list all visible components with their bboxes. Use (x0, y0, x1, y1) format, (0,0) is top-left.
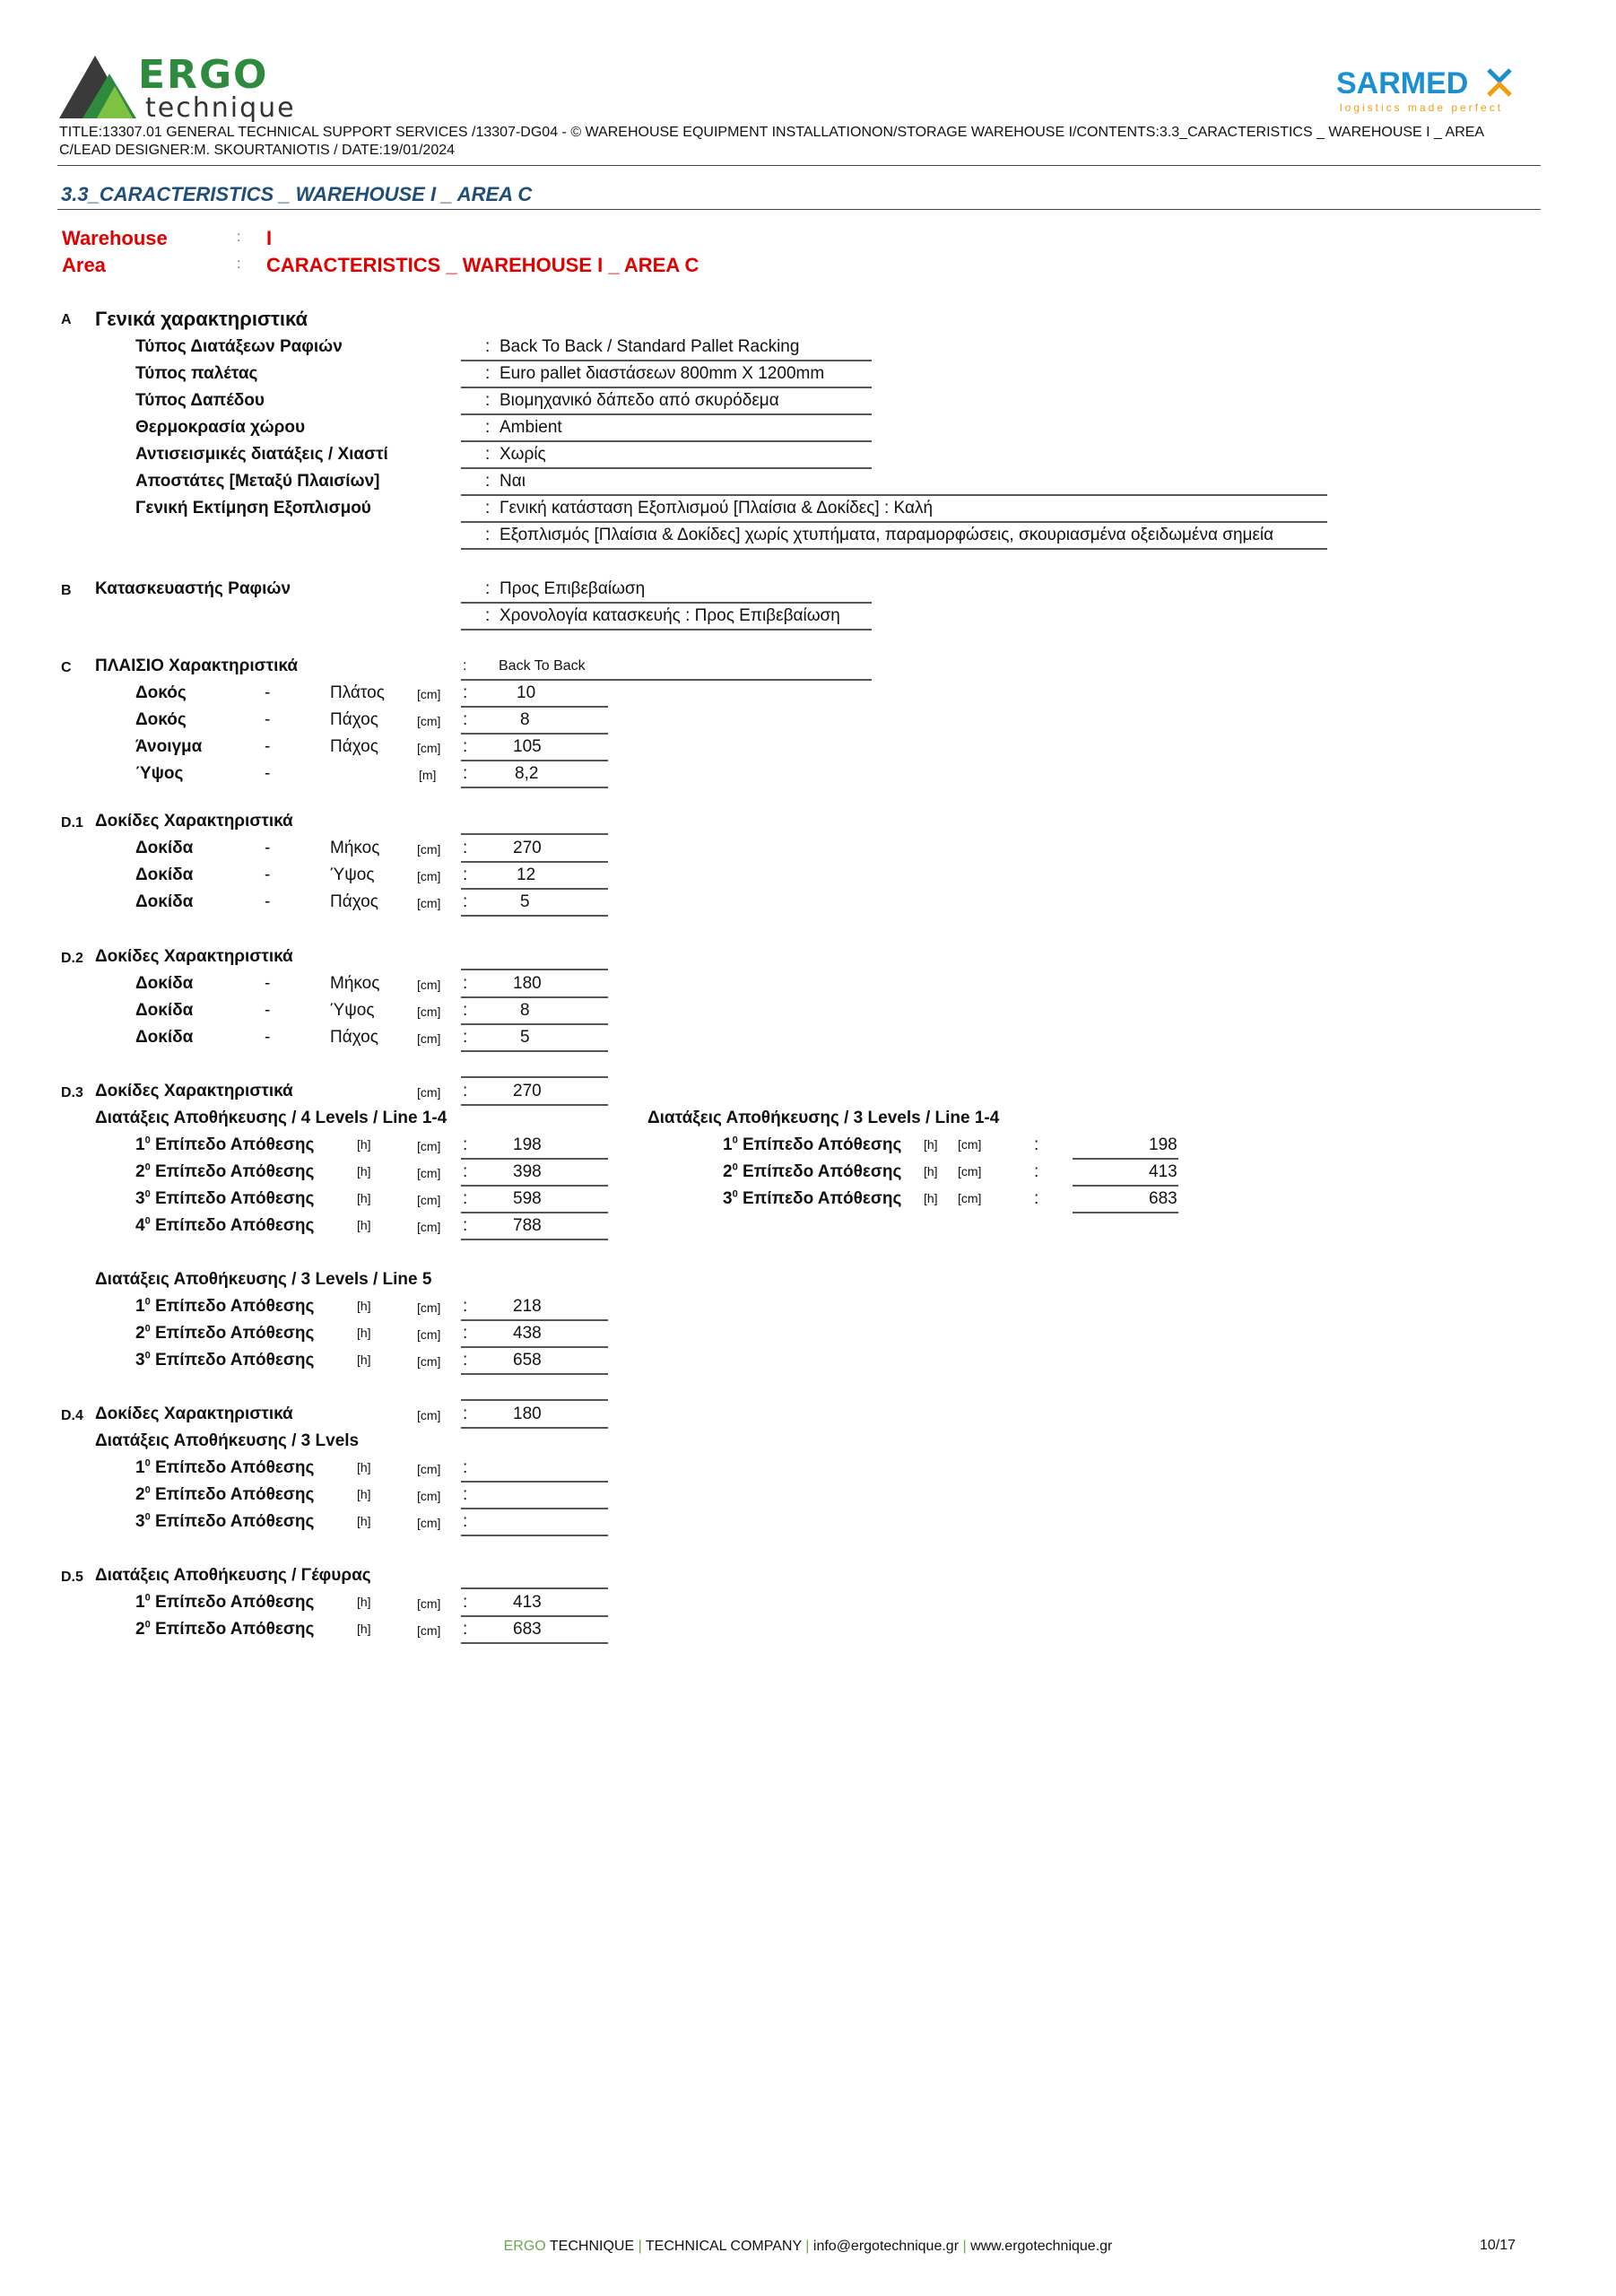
a-value-1: Euro pallet διαστάσεων 800mm X 1200mm (500, 364, 825, 383)
a-colon-7: : (485, 526, 491, 544)
d5-h-0: [h] (357, 1595, 371, 1609)
a-label-5: Αποστάτες [Μεταξύ Πλαισίων] (135, 472, 380, 491)
d3-line5-colon-0: : (463, 1297, 468, 1316)
b-value-0: Προς Επιβεβαίωση (500, 579, 646, 598)
a-colon-0: : (485, 337, 491, 356)
d3-left-cm-3: [cm] (417, 1220, 441, 1234)
d1-dash-1: - (265, 865, 271, 884)
d3-left-h-2: [h] (357, 1191, 371, 1205)
d3-left-value-1: 398 (513, 1162, 542, 1181)
ergo-technique-logo (56, 50, 361, 122)
d1-dash-0: - (265, 839, 271, 857)
d2-label-0: Δοκίδα (135, 974, 194, 993)
d3-line5-h-0: [h] (357, 1299, 371, 1313)
a-colon-6: : (485, 499, 491, 517)
a-colon-2: : (485, 391, 491, 410)
a-value-6: Γενική κατάσταση Εξοπλισμού [Πλαίσια & Δοκίδες] : Καλή (500, 499, 934, 517)
d2-value-0: 180 (513, 974, 542, 993)
c-underline-1 (461, 733, 608, 735)
a-label-6: Γενική Εκτίμηση Εξοπλισμού (135, 499, 371, 517)
d4-level-0: $1^0$ Επίπεδο Απόθεσης (135, 1457, 315, 1477)
c-dash-2: - (265, 737, 271, 756)
d3-underline (461, 1104, 608, 1106)
d2-label-1: Δοκίδα (135, 1001, 194, 1020)
section-title: 3.3_CARACTERISTICS _ WAREHOUSE I _ AREA C (61, 183, 533, 205)
sarmed-logo-text: SARMED (1336, 66, 1469, 100)
d3-right-colon-2: : (1034, 1189, 1039, 1208)
d4-cm-0: [cm] (417, 1462, 441, 1476)
d3-left-colon-2: : (463, 1189, 468, 1208)
c-unit-3: [m] (419, 768, 437, 782)
d3-line5-level-1: $2^0$ Επίπεδο Απόθεσης (135, 1323, 315, 1343)
d4-value: 180 (513, 1405, 542, 1423)
footer-technique: TECHNIQUE (545, 2239, 635, 2254)
d3-left-value-2: 598 (513, 1189, 542, 1208)
b-underline-0 (461, 602, 872, 604)
d3-left-value-0: 198 (513, 1135, 542, 1154)
d3-line5-value-2: 658 (513, 1351, 542, 1370)
d3-right-h-1: [h] (924, 1164, 938, 1178)
c-unit-0: [cm] (417, 687, 441, 701)
d3-left-level-1: $2^0$ Επίπεδο Απόθεσης (135, 1161, 315, 1181)
d3-line5-underline-1 (461, 1346, 608, 1348)
d2-dim-2: Πάχος (330, 1028, 378, 1047)
d4-underline-1 (461, 1508, 608, 1509)
d2-colon-2: : (463, 1028, 468, 1047)
d3-line5-colon-1: : (463, 1324, 468, 1343)
d4-sub-title: Διατάξεις Αποθήκευσης / 3 Lvels (95, 1431, 360, 1450)
d4-colon-0: : (463, 1458, 468, 1477)
a-underline-1 (461, 387, 872, 388)
d4-h-0: [h] (357, 1460, 371, 1474)
d1-dim-1: Ύψος (330, 865, 375, 884)
d1-underline-0 (461, 861, 608, 863)
c-colon-0: : (463, 683, 468, 702)
d3-left-underline-2 (461, 1212, 608, 1213)
d3-value: 270 (513, 1082, 542, 1100)
d1-top-underline (461, 833, 608, 835)
d1-dash-2: - (265, 892, 271, 911)
section-a-title: Γενικά χαρακτηριστικά (95, 308, 308, 330)
a-underline-7 (461, 548, 1327, 550)
d5-underline-1 (461, 1642, 608, 1644)
section-a-code: A (61, 312, 72, 327)
d1-label-0: Δοκίδα (135, 839, 194, 857)
section-d3-title: Δοκίδες Χαρακτηριστικά (95, 1082, 293, 1100)
d5-level-1: $2^0$ Επίπεδο Απόθεσης (135, 1619, 315, 1639)
a-value-2: Βιομηχανικό δάπεδο από σκυρόδεμα (500, 391, 779, 410)
d3-left-underline-3 (461, 1239, 608, 1240)
d3-left-cm-1: [cm] (417, 1166, 441, 1180)
d3-left-underline-0 (461, 1158, 608, 1160)
b-colon-1: : (485, 606, 491, 625)
d2-colon-0: : (463, 974, 468, 993)
ergo-logo-bottom: technique (145, 92, 296, 122)
c-colon-3: : (463, 764, 468, 783)
d3-left-level-0: $1^0$ Επίπεδο Απόθεσης (135, 1135, 315, 1154)
d2-label-2: Δοκίδα (135, 1028, 194, 1047)
d3-line5-h-1: [h] (357, 1326, 371, 1340)
d3-left-level-3: $4^0$ Επίπεδο Απόθεσης (135, 1215, 315, 1235)
d2-top-underline (461, 969, 608, 970)
a-colon-1: : (485, 364, 491, 383)
c-value-3: 8,2 (515, 764, 539, 783)
d4-colon: : (463, 1405, 468, 1423)
c-label-1: Δοκός (135, 710, 187, 729)
c-value-0: 10 (517, 683, 536, 702)
d3-right-underline-1 (1073, 1185, 1178, 1187)
d4-underline-0 (461, 1481, 608, 1483)
c-dim-0: Πλάτος (330, 683, 385, 702)
a-value-3: Ambient (500, 418, 562, 437)
a-value-7: Εξοπλισμός [Πλαίσια & Δοκίδες] χωρίς χτυπήματα, παραμορφώσεις, σκουριασμένα οξειδωμένα σημεία (500, 526, 1274, 544)
d2-unit-0: [cm] (417, 978, 441, 992)
d3-left-colon-3: : (463, 1216, 468, 1235)
d1-unit-1: [cm] (417, 869, 441, 883)
a-colon-4: : (485, 445, 491, 464)
c-dash-3: - (265, 764, 271, 783)
section-d5-title: Διατάξεις Αποθήκευσης / Γέφυρας (95, 1566, 371, 1585)
d3-colon: : (463, 1082, 468, 1100)
c-dim-2: Πάχος (330, 737, 378, 756)
d5-colon-0: : (463, 1593, 468, 1612)
d3-left-colon-0: : (463, 1135, 468, 1154)
section-b-code: B (61, 583, 72, 598)
area-label: Area (62, 254, 106, 276)
d3-left-cm-2: [cm] (417, 1193, 441, 1207)
section-d5-code: D.5 (61, 1570, 83, 1585)
d1-value-2: 5 (520, 892, 530, 911)
d3-left-h-0: [h] (357, 1137, 371, 1152)
c-title-colon: : (463, 658, 467, 674)
c-label-3: Ύψος (135, 764, 184, 783)
ergo-logo-top: ERGO (138, 52, 269, 98)
d3-left-colon-1: : (463, 1162, 468, 1181)
d1-colon-0: : (463, 839, 468, 857)
a-value-0: Back To Back / Standard Pallet Racking (500, 337, 800, 356)
d4-underline-2 (461, 1535, 608, 1536)
d5-top-underline (461, 1587, 608, 1589)
a-label-4: Αντισεισμικές διατάξεις / Χιαστί (135, 445, 388, 464)
d4-cm-1: [cm] (417, 1489, 441, 1503)
c-unit-2: [cm] (417, 741, 441, 755)
section-divider (57, 209, 1541, 210)
d1-value-0: 270 (513, 839, 542, 857)
d3-left-h-1: [h] (357, 1164, 371, 1178)
d3-right-level-0: $1^0$ Επίπεδο Απόθεσης (723, 1135, 902, 1154)
a-label-1: Τύπος παλέτας (135, 364, 258, 383)
c-dim-1: Πάχος (330, 710, 378, 729)
a-label-2: Τύπος Δαπέδου (135, 391, 265, 410)
d3-line5-underline-2 (461, 1373, 608, 1375)
d3-line5-cm-2: [cm] (417, 1354, 441, 1369)
area-value: CARACTERISTICS _ WAREHOUSE I _ AREA C (266, 254, 699, 276)
d1-colon-2: : (463, 892, 468, 911)
c-unit-1: [cm] (417, 714, 441, 728)
a-underline-6 (461, 521, 1327, 523)
d3-right-h-0: [h] (924, 1137, 938, 1152)
footer-company: TECHNICAL COMPANY (645, 2239, 802, 2254)
section-d2-title: Δοκίδες Χαρακτηριστικά (95, 947, 293, 966)
sarmed-logo (1336, 61, 1525, 117)
d2-colon-1: : (463, 1001, 468, 1020)
d1-unit-2: [cm] (417, 896, 441, 910)
footer-ergo: ERGO (503, 2239, 546, 2254)
d4-unit: [cm] (417, 1408, 441, 1422)
d3-left-level-2: $3^0$ Επίπεδο Απόθεσης (135, 1188, 315, 1208)
d3-left-value-3: 788 (513, 1216, 542, 1235)
section-d4-title: Δοκίδες Χαρακτηριστικά (95, 1405, 293, 1423)
a-value-5: Ναι (500, 472, 526, 491)
page-number: 10/17 (1480, 2238, 1516, 2253)
b-colon-0: : (485, 579, 491, 598)
a-value-4: Χωρίς (500, 445, 546, 464)
footer-web-link[interactable]: www.ergotechnique.gr (970, 2239, 1113, 2254)
d1-dim-2: Πάχος (330, 892, 378, 911)
d1-dim-0: Μήκος (330, 839, 380, 857)
d3-line5-level-0: $1^0$ Επίπεδο Απόθεσης (135, 1296, 315, 1316)
d3-left-underline-1 (461, 1185, 608, 1187)
c-underline-3 (461, 787, 608, 788)
section-b-title: Κατασκευαστής Ραφιών (95, 579, 291, 598)
d5-underline-0 (461, 1615, 608, 1617)
d3-left-title: Διατάξεις Αποθήκευσης / 4 Levels / Line 1-4 (95, 1109, 447, 1127)
d1-value-1: 12 (517, 865, 536, 884)
d3-left-h-3: [h] (357, 1218, 371, 1232)
document-title-line: TITLE:13307.01 GENERAL TECHNICAL SUPPORT SERVICES /13307-DG04 - © WAREHOUSE EQUIPMENT INSTALLATIONON/STORAGE WAREHOUSE I/CONTENTS:3.3_CARACTERISTICS _ WAREHOUSE I _ AREA C/LEAD DESIGNER:M. SKOURTANIOTIS / DATE:19/01/2024 (59, 125, 1484, 158)
d3-right-h-2: [h] (924, 1191, 938, 1205)
a-underline-2 (461, 413, 872, 415)
c-label-0: Δοκός (135, 683, 187, 702)
page-footer: ERGO TECHNIQUE | TECHNICAL COMPANY | info@ergotechnique.gr | www.ergotechnique.gr (503, 2239, 1113, 2254)
d3-line5-underline-0 (461, 1319, 608, 1321)
a-label-3: Θερμοκρασία χώρου (135, 418, 306, 437)
d2-value-1: 8 (520, 1001, 530, 1020)
d2-dim-1: Ύψος (330, 1001, 375, 1020)
b-underline-1 (461, 629, 872, 631)
section-d3-code: D.3 (61, 1085, 83, 1100)
d3-right-cm-1: [cm] (958, 1164, 982, 1178)
c-title-value: Back To Back (499, 658, 586, 674)
warehouse-colon: : (237, 230, 241, 245)
d1-underline-2 (461, 915, 608, 917)
d4-underline (461, 1427, 608, 1429)
d5-colon-1: : (463, 1620, 468, 1639)
d5-level-0: $1^0$ Επίπεδο Απόθεσης (135, 1592, 315, 1612)
a-underline-3 (461, 440, 872, 442)
d3-right-value-2: 683 (1149, 1189, 1177, 1208)
d3-top-underline (461, 1076, 608, 1078)
d3-unit: [cm] (417, 1085, 441, 1100)
c-dash-0: - (265, 683, 271, 702)
d3-right-colon-1: : (1034, 1162, 1039, 1181)
d1-label-2: Δοκίδα (135, 892, 194, 911)
b-value-1: Χρονολογία κατασκευής : Προς Επιβεβαίωση (500, 606, 840, 625)
d3-right-underline-2 (1073, 1212, 1178, 1213)
footer-email-link[interactable]: info@ergotechnique.gr (812, 2239, 960, 2254)
d4-h-2: [h] (357, 1514, 371, 1528)
d3-right-underline-0 (1073, 1158, 1178, 1160)
d3-line5-value-1: 438 (513, 1324, 542, 1343)
d4-h-1: [h] (357, 1487, 371, 1501)
section-d1-title: Δοκίδες Χαρακτηριστικά (95, 812, 293, 831)
d3-right-title: Διατάξεις Αποθήκευσης / 3 Levels / Line 1-4 (647, 1109, 1000, 1127)
c-dash-1: - (265, 710, 271, 729)
c-colon-1: : (463, 710, 468, 729)
d2-underline-2 (461, 1050, 608, 1052)
d2-value-2: 5 (520, 1028, 530, 1047)
c-underline-2 (461, 760, 608, 761)
a-colon-3: : (485, 418, 491, 437)
d2-dash-0: - (265, 974, 271, 993)
d5-cm-0: [cm] (417, 1596, 441, 1611)
sarmed-arrows-icon (1489, 70, 1510, 95)
a-underline-4 (461, 467, 872, 469)
d2-underline-0 (461, 996, 608, 998)
d3-line5-h-2: [h] (357, 1352, 371, 1367)
d3-right-value-1: 413 (1149, 1162, 1177, 1181)
d1-label-1: Δοκίδα (135, 865, 194, 884)
d3-right-colon-0: : (1034, 1135, 1039, 1154)
d2-dash-1: - (265, 1001, 271, 1020)
d3-right-cm-0: [cm] (958, 1137, 982, 1152)
warehouse-value: I (266, 227, 273, 249)
d5-value-0: 413 (513, 1593, 542, 1612)
header-divider (57, 165, 1541, 166)
warehouse-label: Warehouse (62, 227, 168, 249)
d3-line5-level-2: $3^0$ Επίπεδο Απόθεσης (135, 1350, 315, 1370)
d2-underline-1 (461, 1023, 608, 1025)
d4-level-1: $2^0$ Επίπεδο Απόθεσης (135, 1484, 315, 1504)
d1-colon-1: : (463, 865, 468, 884)
d1-underline-1 (461, 888, 608, 890)
d5-cm-1: [cm] (417, 1623, 441, 1638)
d2-unit-1: [cm] (417, 1004, 441, 1019)
area-colon: : (237, 257, 241, 272)
d4-cm-2: [cm] (417, 1516, 441, 1530)
c-value-1: 8 (520, 710, 530, 729)
d3-line5-cm-0: [cm] (417, 1300, 441, 1315)
d3-line5-title: Διατάξεις Αποθήκευσης / 3 Levels / Line 5 (95, 1270, 432, 1289)
section-c-title: ΠΛΑΙΣΙΟ Χαρακτηριστικά (95, 657, 299, 675)
d3-line5-value-0: 218 (513, 1297, 542, 1316)
c-label-2: Άνοιγμα (135, 737, 203, 756)
d3-right-cm-2: [cm] (958, 1191, 982, 1205)
d5-h-1: [h] (357, 1622, 371, 1636)
section-d1-code: D.1 (61, 815, 83, 831)
c-title-underline (461, 679, 872, 681)
d4-level-2: $3^0$ Επίπεδο Απόθεσης (135, 1511, 315, 1531)
d3-right-value-0: 198 (1149, 1135, 1177, 1154)
d3-right-level-1: $2^0$ Επίπεδο Απόθεσης (723, 1161, 902, 1181)
c-underline-0 (461, 706, 608, 708)
section-c-code: C (61, 660, 72, 675)
a-colon-5: : (485, 472, 491, 491)
c-colon-2: : (463, 737, 468, 756)
d3-line5-colon-2: : (463, 1351, 468, 1370)
d3-line5-cm-1: [cm] (417, 1327, 441, 1342)
d4-top-underline (461, 1399, 608, 1401)
d2-unit-2: [cm] (417, 1031, 441, 1046)
a-underline-5 (461, 494, 1327, 496)
section-d4-code: D.4 (61, 1408, 83, 1423)
a-label-0: Τύπος Διατάξεων Ραφιών (135, 337, 343, 356)
d1-unit-0: [cm] (417, 842, 441, 857)
d4-colon-1: : (463, 1485, 468, 1504)
d2-dim-0: Μήκος (330, 974, 380, 993)
d2-dash-2: - (265, 1028, 271, 1047)
d5-value-1: 683 (513, 1620, 542, 1639)
sarmed-tagline: logistics made perfect (1340, 101, 1504, 114)
c-value-2: 105 (513, 737, 542, 756)
d4-colon-2: : (463, 1512, 468, 1531)
d3-right-level-2: $3^0$ Επίπεδο Απόθεσης (723, 1188, 902, 1208)
section-d2-code: D.2 (61, 951, 83, 966)
d3-left-cm-0: [cm] (417, 1139, 441, 1153)
a-underline-0 (461, 360, 872, 361)
